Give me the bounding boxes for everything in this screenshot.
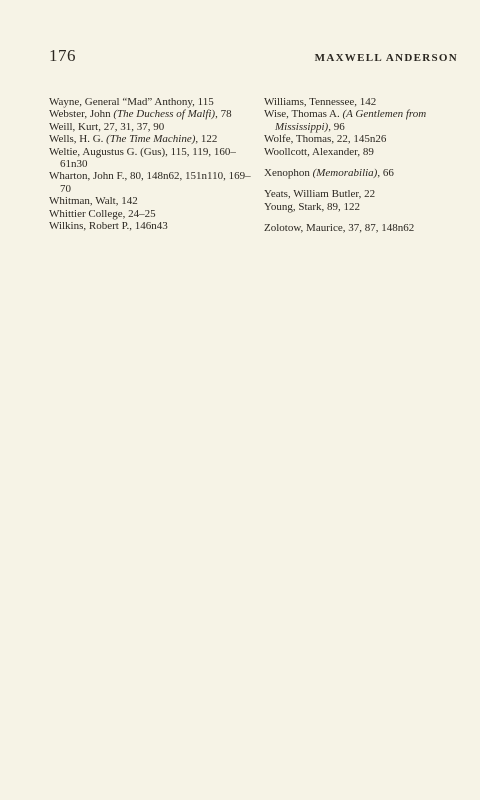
- index-entry: Williams, Tennessee, 142: [264, 96, 377, 108]
- index-entry: Zolotow, Maurice, 37, 87, 148n62: [264, 222, 415, 235]
- index-entry: Webster, John (The Duchess of Malfi), 78: [49, 108, 232, 121]
- index-entry: Wise, Thomas A. (A Gentlemen from Mississippi), 96: [264, 108, 427, 133]
- index-entry: Whitman, Walt, 142: [49, 195, 138, 208]
- index-entry: Wayne, General “Mad” Anthony, 115: [49, 96, 214, 108]
- running-head: MAXWELL ANDERSON: [314, 52, 458, 64]
- index-entry: Weill, Kurt, 27, 31, 37, 90: [49, 120, 165, 133]
- index-entry: Wilkins, Robert P., 146n43: [49, 220, 168, 233]
- index-entry: Wells, H. G. (The Time Machine), 122: [49, 133, 218, 146]
- index-column-left: [49, 96, 251, 232]
- index-column-right: [264, 96, 460, 235]
- index-entry: Wharton, John F., 80, 148n62, 151n110, 169–70: [49, 170, 251, 195]
- index-entry: Wolfe, Thomas, 22, 145n26: [264, 133, 387, 146]
- index-entry: Xenophon (Memorabilia), 66: [264, 167, 394, 180]
- index-entry: Young, Stark, 89, 122: [264, 200, 361, 213]
- page-number: 176: [49, 46, 76, 65]
- index-entry: Weltie, Augustus G. (Gus), 115, 119, 160–61n30: [49, 145, 236, 171]
- index-entry: Whittier College, 24–25: [49, 207, 156, 220]
- index-entry: Yeats, William Butler, 22: [264, 188, 376, 201]
- index-entry: Woollcott, Alexander, 89: [264, 145, 374, 158]
